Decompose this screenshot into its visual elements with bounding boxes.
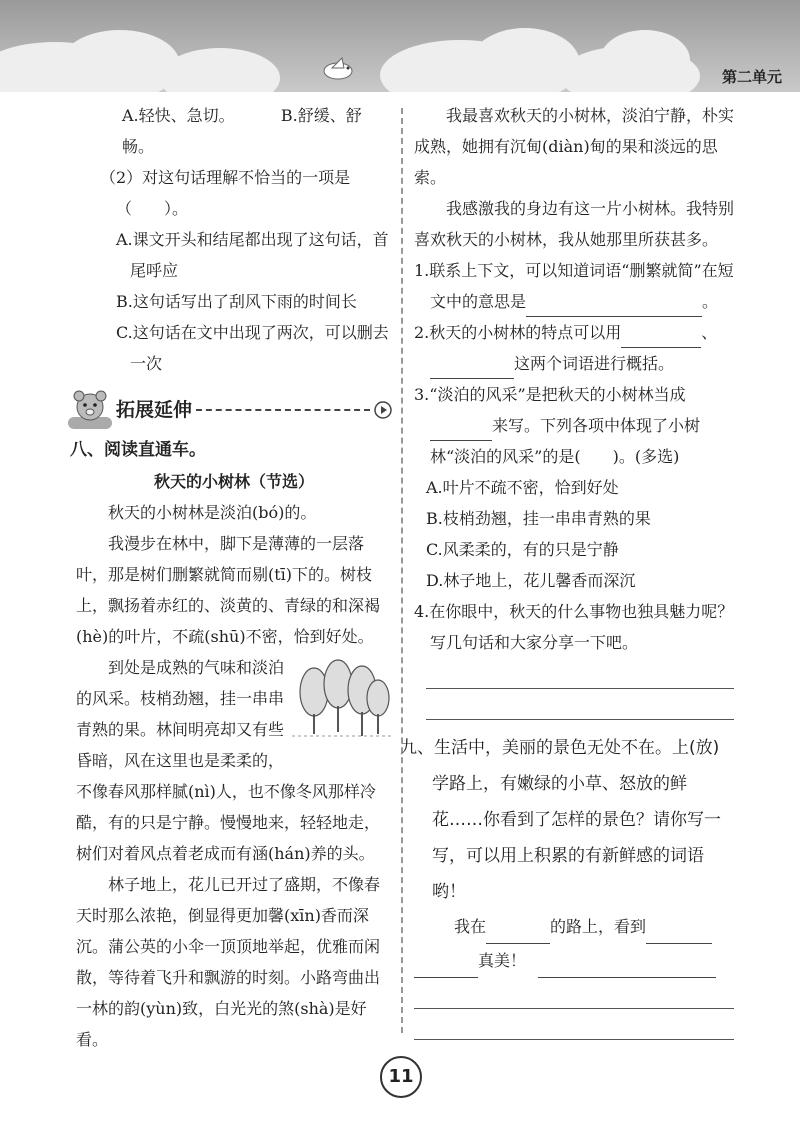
question-4: 4.在你眼中，秋天的什么事物也独具魅力呢？写几句话和大家分享一下吧。	[414, 602, 734, 652]
article-paragraph: 我最喜欢秋天的小树林，淡泊宁静，朴实成熟，她拥有沉甸(diàn)甸的果和淡远的思索。	[414, 106, 735, 187]
answer-blank[interactable]	[526, 296, 702, 317]
unit-label: 第二单元	[721, 68, 782, 86]
q3-option-c: C.风柔柔的，有的只是宁静	[426, 540, 619, 559]
answer-blank[interactable]	[538, 957, 716, 978]
answer-line[interactable]	[414, 1009, 734, 1040]
question-1: 1.联系上下文，可以知道词语“删繁就简”在短文中的意思是 。	[414, 255, 734, 317]
article-paragraph: 到处是成熟的气味和淡泊的风采。枝梢劲翘，挂一串串青熟的果。林间明亮却又有些昏暗，风在这里也是柔柔的，不像春风那样腻(nì)人，也不像冬风那样冷酷，有的只是宁静。慢慢地来，轻轻地走，树们对着风点着老成而有涵(hán)养的头。	[76, 658, 381, 863]
q2-answer-paren: （ ）。	[116, 199, 189, 218]
q3-option-d: D.林子地上，花儿馨香而深沉	[426, 571, 636, 590]
dashed-rule	[196, 409, 370, 411]
answer-blank[interactable]	[414, 957, 478, 978]
article-paragraph-with-image	[76, 652, 392, 869]
section-8-title: 八、阅读直通车。	[70, 440, 206, 460]
right-column	[400, 100, 735, 1040]
section-9-prompt: 九、生活中，美丽的景色无处不在。上(放)学路上，有嫩绿的小草、怒放的鲜花……你看到了怎样的景色？请你写一写，可以用上积累的有新鲜感的词语哟！	[400, 738, 721, 902]
extension-section-header	[68, 389, 392, 431]
bear-mascot-icon	[68, 389, 112, 431]
article-title: 秋天的小树林（节选）	[153, 472, 314, 491]
bird-icon	[318, 56, 358, 82]
extension-label: 拓展延伸	[116, 398, 193, 421]
question-3: 3.“淡泊的风采”是把秋天的小树林当成 来写。下列各项中体现了小树林“淡泊的风采”的是( )。(多选)	[414, 385, 701, 466]
q9-fill-line: 我在 的路上，看到	[414, 910, 734, 944]
q2-stem: （2）对这句话理解不恰当的一项是	[100, 168, 351, 187]
answer-line[interactable]	[426, 689, 734, 720]
article-paragraph: 林子地上，花儿已开过了盛期，不像春天时那么浓艳，倒显得更加馨(xīn)香而深沉。蒲公英的小伞一顶顶地举起，优雅而闲散，等待着飞升和飘游的时刻。小路弯曲出一林的韵(yùn)致，白光光的煞(shà)是好看。	[76, 875, 381, 1049]
q3-option-b: B.枝梢劲翘，挂一串串青熟的果	[426, 509, 651, 528]
article-paragraph: 秋天的小树林是淡泊(bó)的。	[108, 503, 317, 522]
question-2: 2.秋天的小树林的特点可以用 、 这两个词语进行概括。	[414, 317, 734, 379]
answer-blank[interactable]	[621, 327, 701, 348]
page-header-banner	[0, 0, 800, 92]
play-circle-icon	[374, 401, 392, 419]
q3-option-a: A.叶片不疏不密，恰到好处	[426, 478, 619, 497]
answer-line[interactable]	[414, 978, 734, 1009]
q2-option-c: C.这句话在文中出现了两次，可以删去一次	[116, 323, 389, 373]
article-paragraph: 我感激我的身边有这一片小树林。我特别喜欢秋天的小树林，我从她那里所获甚多。	[414, 199, 735, 249]
left-column	[70, 100, 392, 1055]
q2-option-b: B.这句话写出了刮风下雨的时间长	[116, 292, 357, 311]
answer-blank[interactable]	[646, 923, 712, 944]
trees-illustration	[292, 656, 392, 746]
answer-line[interactable]	[426, 658, 734, 689]
prev-options: A.轻快、急切。 B.舒缓、舒畅。	[122, 106, 362, 156]
q9-fill-line-2: 真美！	[414, 944, 734, 978]
q2-option-a: A.课文开头和结尾都出现了这句话，首尾呼应	[116, 230, 389, 280]
answer-blank[interactable]	[430, 420, 492, 441]
article-paragraph: 我漫步在林中，脚下是薄薄的一层落叶，那是树们删繁就简而剔(tī)下的。树枝上，飘扬着赤红的、淡黄的、青绿的和深褐(hè)的叶片，不疏(shū)不密，恰到好处。	[76, 534, 381, 646]
answer-blank[interactable]	[486, 923, 550, 944]
answer-blank[interactable]	[430, 358, 514, 379]
page-number: 11	[380, 1056, 422, 1098]
